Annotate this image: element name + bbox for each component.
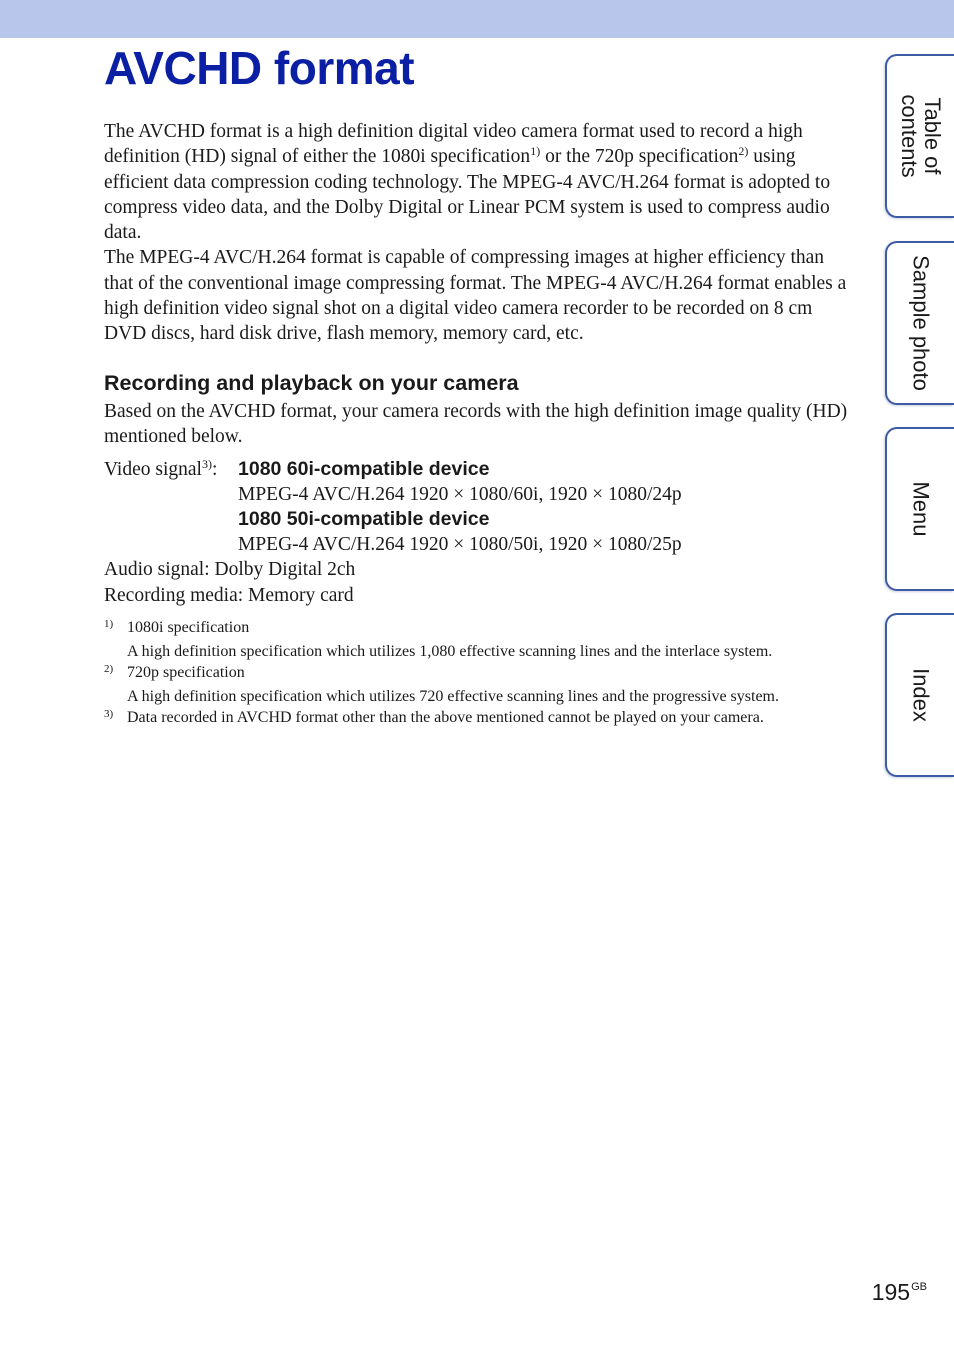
audio-signal: Audio signal: Dolby Digital 2ch (104, 559, 356, 581)
spec-block (104, 457, 849, 609)
intro-text-c: using efficient data compression coding technology. The MPEG-4 AVC/H.264 format is adopted to compress video data, and the Dolby Digital or Linear PCM system is used to compress audio data. (104, 146, 831, 244)
footnote-2-title: 720p specification (127, 664, 245, 682)
footnote-1-mark: 1) (104, 618, 114, 631)
footnote-ref-1: 1) (530, 144, 541, 159)
video-signal-label (104, 457, 238, 482)
top-header-bar (0, 0, 954, 38)
tab-sample-photo[interactable] (885, 241, 954, 405)
footnote-2 (104, 662, 849, 686)
device-1080-50i: 1080 50i-compatible device (238, 508, 490, 531)
tab-index-label: Index (908, 668, 933, 722)
intro-text-a: The AVCHD format is a high definition digital video camera format used to record a high definition (HD) signal of either the 1080i specification (104, 121, 803, 168)
video-signal-colon: : (211, 459, 218, 481)
footnote-2-mark: 2) (104, 663, 114, 676)
device-1080-50i-detail: MPEG-4 AVC/H.264 1920 × 1080/50i, 1920 × 1080/25p (238, 534, 682, 556)
section-body: Based on the AVCHD format, your camera records with the high definition image quality (HD) mentioned below. (104, 400, 848, 447)
device-1080-60i: 1080 60i-compatible device (238, 458, 490, 481)
footnote-1-text: A high definition specification which utilizes 1,080 effective scanning lines and the interlace system. (127, 642, 773, 660)
section-heading: Recording and playback on your camera (104, 370, 519, 395)
tab-sample-photo-label: Sample photo (908, 255, 933, 391)
tab-table-of-contents[interactable] (885, 54, 954, 218)
page-number (872, 1279, 927, 1306)
tab-table-of-contents-label: Table of contents (896, 94, 945, 178)
page-number-suffix: GB (911, 1281, 927, 1293)
main-content (104, 119, 849, 731)
footnote-3 (104, 707, 849, 731)
footnote-2-text: A high definition specification which utilizes 720 effective scanning lines and the progressive system. (127, 687, 779, 705)
intro-paragraph-2: The MPEG-4 AVC/H.264 format is capable of compressing images at higher efficiency than that of the conventional image compressing format. The MPEG-4 AVC/H.264 format enables a high definition video signal shot on a digital video camera recorder to be recorded on 8 cm DVD discs, hard disk drive, flash memory, memory card, etc. (104, 247, 847, 345)
tab-menu[interactable] (885, 427, 954, 591)
footnote-ref-3: 3) (201, 457, 212, 472)
page-title: AVCHD format (104, 42, 415, 94)
tab-menu-label: Menu (908, 481, 933, 537)
footnote-1 (104, 617, 849, 641)
video-signal-row (104, 457, 849, 482)
device-1080-60i-detail: MPEG-4 AVC/H.264 1920 × 1080/60i, 1920 × 1080/24p (238, 484, 682, 506)
page-number-value: 195 (871, 1279, 911, 1305)
footnote-3-title: Data recorded in AVCHD format other than the above mentioned cannot be played on your camera. (127, 709, 764, 727)
intro-text-b: or the 720p specification (540, 146, 739, 168)
footnote-ref-2: 2) (738, 144, 749, 159)
footnotes (104, 617, 849, 731)
recording-media: Recording media: Memory card (104, 585, 354, 607)
footnote-3-mark: 3) (104, 708, 114, 721)
tab-index[interactable] (885, 613, 954, 777)
footnote-1-title: 1080i specification (127, 619, 250, 637)
intro-paragraph-1 (104, 119, 849, 245)
video-signal-text: Video signal (104, 459, 202, 481)
